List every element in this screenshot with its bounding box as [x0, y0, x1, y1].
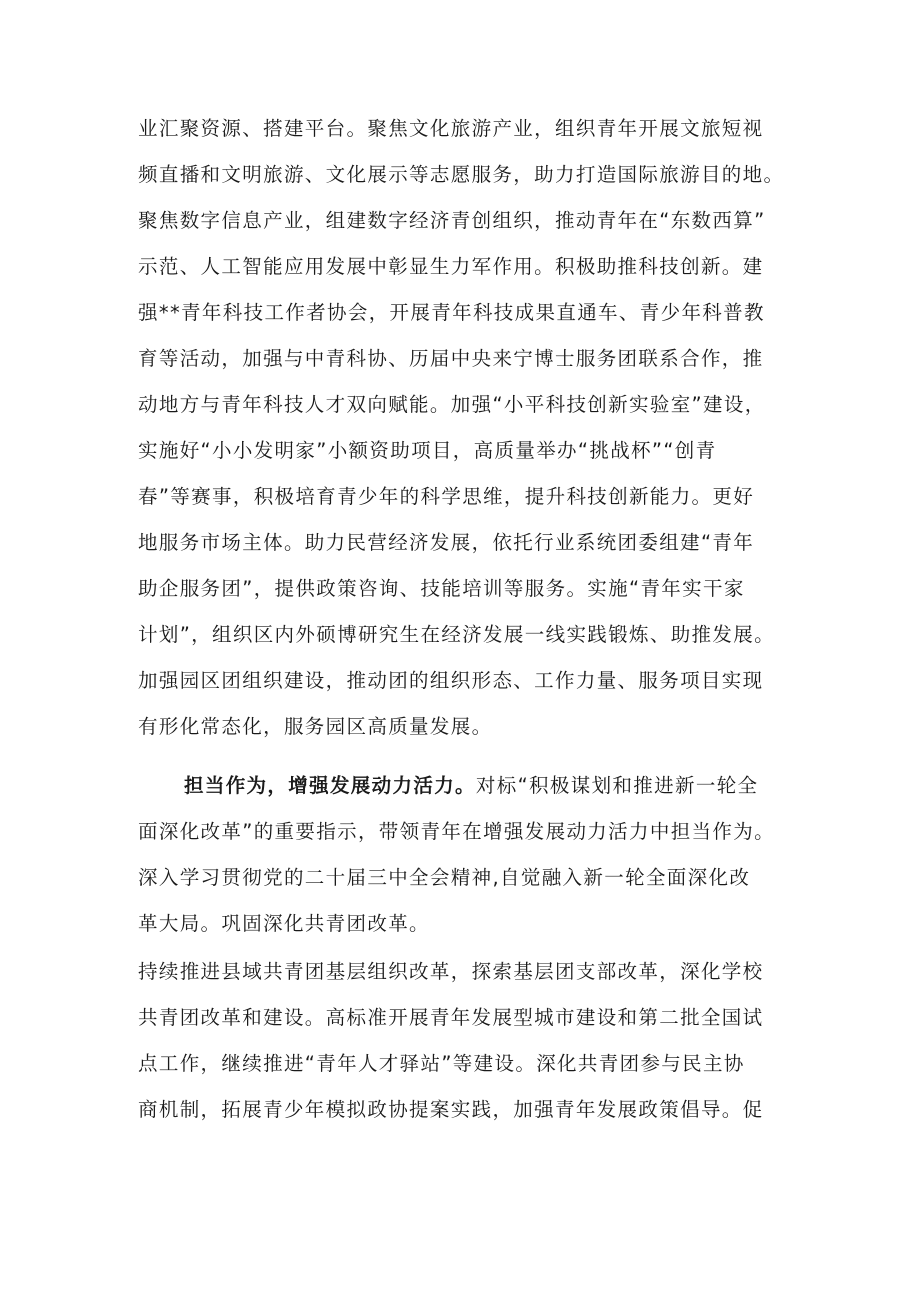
text-line: 商机制，拓展青少年模拟政协提案实践，加强青年发展政策倡导。促	[138, 1098, 764, 1121]
section-heading-rest: 对标“积极谋划和推进新一轮全	[475, 774, 759, 797]
text-line: 示范、人工智能应用发展中彰显生力军作用。积极助推科技创新。建	[138, 255, 764, 278]
text-line: 育等活动，加强与中青科协、历届中央来宁博士服务团联系合作，推	[138, 347, 764, 370]
text-line: 加强园区团组织建设，推动团的组织形态、工作力量、服务项目实现	[138, 669, 764, 692]
text-line: 地服务市场主体。助力民营经济发展，依托行业系统团委组建“青年	[138, 531, 755, 554]
text-line: 业汇聚资源、搭建平台。聚焦文化旅游产业，组织青年开展文旅短视	[138, 117, 764, 140]
text-line: 深入学习贯彻党的二十届三中全会精神,自觉融入新一轮全面深化改	[138, 866, 751, 889]
text-line: 聚焦数字信息产业，组建数字经济青创组织，推动青年在“东数西算”	[138, 209, 766, 232]
text-line: 点工作，继续推进“青年人才驿站”等建设。深化共青团参与民主协	[138, 1052, 745, 1075]
section-heading: 担当作为，增强发展动力活力。	[184, 774, 476, 797]
text-line: 有形化常态化，服务园区高质量发展。	[138, 715, 493, 738]
text-line: 革大局。巩固深化共青团改革。	[138, 912, 430, 935]
text-line: 动地方与青年科技人才双向赋能。加强“小平科技创新实验室”建设，	[138, 393, 766, 416]
text-line: 持续推进县域共青团基层组织改革，探索基层团支部改革，深化学校	[138, 960, 764, 983]
text-line: 春”等赛事，积极培育青少年的科学思维，提升科技创新能力。更好	[138, 485, 755, 508]
text-line: 实施好“小小发明家”小额资助项目，高质量举办“挑战杯”“创青	[138, 439, 717, 462]
section-heading-line	[184, 774, 758, 798]
text-line: 强**青年科技工作者协会，开展青年科技成果直通车、青少年科普教	[138, 301, 765, 324]
text-line: 计划”，组织区内外硕博研究生在经济发展一线实践锻炼、助推发展。	[138, 623, 775, 646]
text-line: 助企服务团”，提供政策咨询、技能培训等服务。实施“青年实干家	[138, 577, 745, 600]
text-line: 面深化改革”的重要指示，带领青年在增强发展动力活力中担当作为。	[138, 820, 775, 843]
text-line: 频直播和文明旅游、文化展示等志愿服务，助力打造国际旅游目的地。	[138, 163, 785, 186]
text-line: 共青团改革和建设。高标准开展青年发展型城市建设和第二批全国试	[138, 1006, 764, 1029]
